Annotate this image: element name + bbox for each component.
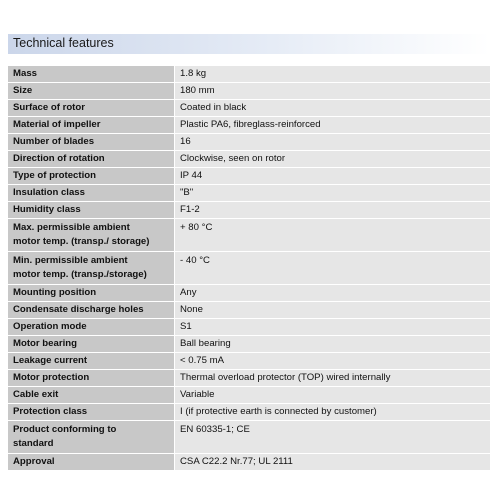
feature-label: Motor protection [8,370,175,386]
section-title: Technical features [13,36,114,50]
feature-label-line-1: Max. permissible ambient [13,222,130,233]
feature-value: 180 mm [175,83,490,99]
feature-value: F1-2 [175,202,490,218]
feature-label: Leakage current [8,353,175,369]
feature-label: Operation mode [8,319,175,335]
feature-value: I (if protective earth is connected by customer) [175,404,490,420]
feature-label: Number of blades [8,134,175,150]
feature-label-line-2: motor temp. (transp./ storage) [13,236,150,247]
table-row [8,336,490,352]
feature-label: Type of protection [8,168,175,184]
feature-value: < 0.75 mA [175,353,490,369]
table-row [8,353,490,369]
feature-label: Mass [8,66,175,82]
table-row [8,285,490,301]
feature-label-line-1: Min. permissible ambient [13,255,128,266]
feature-label-line-1: Product conforming to [13,424,117,435]
feature-label: Insulation class [8,185,175,201]
feature-value: "B" [175,185,490,201]
table-row [8,302,490,318]
feature-value: Any [175,285,490,301]
table-row [8,319,490,335]
table-row [8,219,490,251]
feature-label: Condensate discharge holes [8,302,175,318]
table-row [8,252,490,284]
table-row [8,168,490,184]
feature-label [8,252,175,284]
feature-label [8,219,175,251]
feature-value: Thermal overload protector (TOP) wired internally [175,370,490,386]
feature-value: 1.8 kg [175,66,490,82]
feature-value: Coated in black [175,100,490,116]
feature-value: None [175,302,490,318]
table-row [8,83,490,99]
table-row [8,66,490,82]
feature-value: Plastic PA6, fibreglass-reinforced [175,117,490,133]
feature-label-line-2: motor temp. (transp./storage) [13,269,147,280]
table-row [8,202,490,218]
feature-label: Protection class [8,404,175,420]
table-row [8,100,490,116]
feature-label: Motor bearing [8,336,175,352]
table-row [8,421,490,453]
feature-label: Mounting position [8,285,175,301]
feature-value: Variable [175,387,490,403]
table-row [8,185,490,201]
feature-value: Ball bearing [175,336,490,352]
feature-label: Cable exit [8,387,175,403]
table-row [8,117,490,133]
feature-value: - 40 °C [175,252,490,284]
feature-label: Direction of rotation [8,151,175,167]
technical-features-table [8,65,490,471]
table-row [8,454,490,470]
feature-value: CSA C22.2 Nr.77; UL 2111 [175,454,490,470]
feature-label: Approval [8,454,175,470]
feature-label: Material of impeller [8,117,175,133]
feature-label: Humidity class [8,202,175,218]
table-row [8,387,490,403]
feature-value: EN 60335-1; CE [175,421,490,453]
feature-value: Clockwise, seen on rotor [175,151,490,167]
table-row [8,151,490,167]
table-row [8,404,490,420]
feature-value: 16 [175,134,490,150]
feature-value: S1 [175,319,490,335]
feature-label: Surface of rotor [8,100,175,116]
feature-label: Size [8,83,175,99]
feature-label-line-2: standard [13,438,54,449]
table-row [8,134,490,150]
feature-value: + 80 °C [175,219,490,251]
section-header [8,34,490,54]
table-row [8,370,490,386]
feature-label [8,421,175,453]
feature-value: IP 44 [175,168,490,184]
